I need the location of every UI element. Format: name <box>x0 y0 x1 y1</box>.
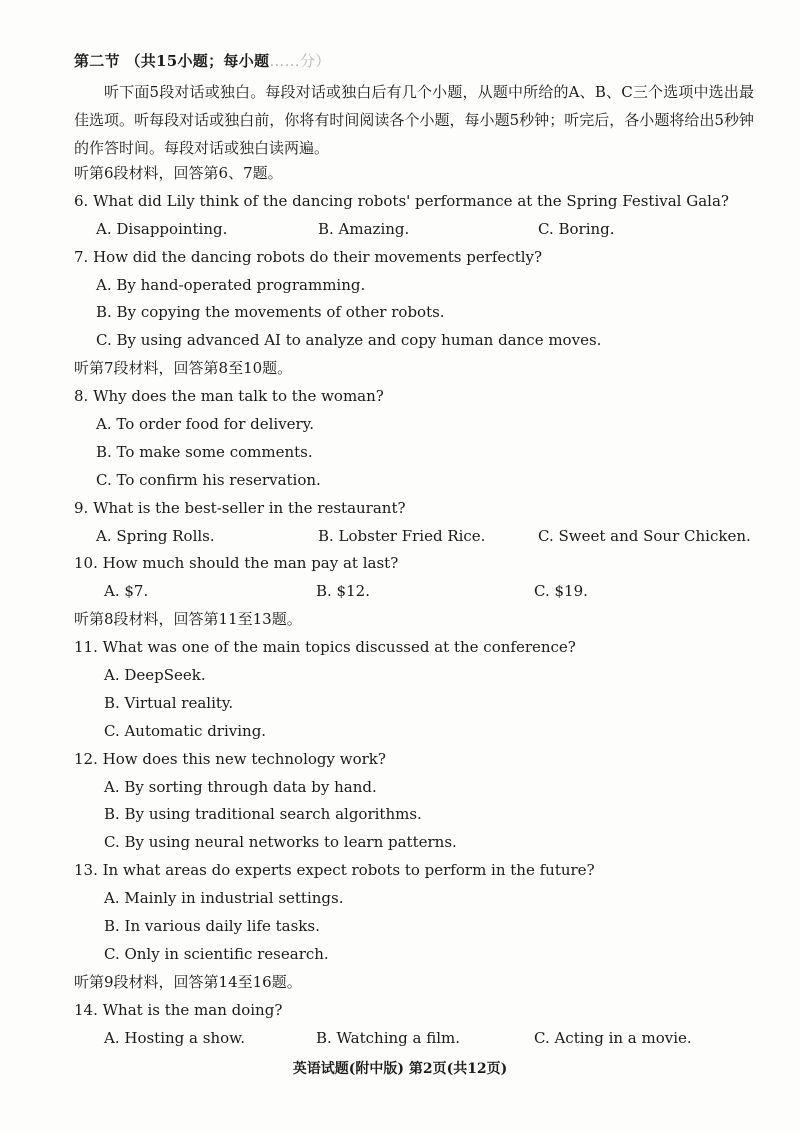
question-7: 7. How did the dancing robots do their movements perfectly? <box>74 247 543 266</box>
question-6: 6. What did Lily think of the dancing robots' performance at the Spring Festival Gala? <box>74 191 729 210</box>
option-b: B. Lobster Fried Rice. <box>318 526 486 545</box>
option-c: C. Sweet and Sour Chicken. <box>538 526 751 545</box>
option-b: B. To make some comments. <box>96 442 313 461</box>
material-heading: 听第6段材料，回答第6、7题。 <box>74 164 283 182</box>
option-c: C. Boring. <box>538 219 615 238</box>
instructions-paragraph: 听下面5段对话或独白。每段对话或独白后有几个小题，从题中所给的A、B、C三个选项中选出最佳选项。听每段对话或独白前，你将有时间阅读各个小题，每小题5秒钟；听完后，各小题将给出5秒钟的作答时间。每段对话或独白读两遍。 <box>74 83 754 157</box>
question-12: 12. How does this new technology work? <box>74 749 386 768</box>
option-c: C. $19. <box>534 582 588 601</box>
section-info: （共15小题；每小题 <box>125 52 270 70</box>
option-b: B. Amazing. <box>318 219 410 238</box>
option-a: A. To order food for delivery. <box>96 415 314 434</box>
option-a: A. By sorting through data by hand. <box>104 777 377 796</box>
page-footer: 英语试题(附中版) 第2页(共12页) <box>292 1061 508 1077</box>
option-b: B. By copying the movements of other robots. <box>96 303 445 322</box>
question-8: 8. Why does the man talk to the woman? <box>74 387 384 406</box>
option-a: A. By hand-operated programming. <box>96 275 366 294</box>
question-14-options <box>74 1025 764 1053</box>
option-a: A. Disappointing. <box>96 219 228 238</box>
option-a: A. Mainly in industrial settings. <box>104 889 344 908</box>
question-list <box>74 160 764 1053</box>
section-heading <box>74 50 331 71</box>
option-b: B. Watching a film. <box>316 1028 461 1047</box>
option-b: B. Virtual reality. <box>104 693 234 712</box>
option-a: A. DeepSeek. <box>104 666 206 685</box>
section-info-faded: ……分） <box>269 52 331 70</box>
section-title: 第二节 <box>74 52 120 70</box>
question-10: 10. How much should the man pay at last? <box>74 554 399 573</box>
question-14: 14. What is the man doing? <box>74 1000 283 1019</box>
section-instructions <box>74 78 754 162</box>
option-c: C. Only in scientific research. <box>104 944 329 963</box>
question-11: 11. What was one of the main topics discussed at the conference? <box>74 638 576 657</box>
option-a: A. Spring Rolls. <box>96 526 215 545</box>
material-heading: 听第8段材料，回答第11至13题。 <box>74 610 302 629</box>
question-10-options <box>74 578 764 606</box>
question-9-options <box>74 523 764 551</box>
option-c: C. To confirm his reservation. <box>96 470 321 489</box>
option-b: B. In various daily life tasks. <box>104 917 320 936</box>
option-a: A. Hosting a show. <box>104 1028 245 1047</box>
option-b: B. $12. <box>316 582 370 601</box>
material-heading: 听第7段材料，回答第8至10题。 <box>74 359 293 378</box>
question-9: 9. What is the best-seller in the restaurant? <box>74 498 406 517</box>
option-c: C. By using neural networks to learn patterns. <box>104 833 457 852</box>
option-a: A. $7. <box>104 582 149 601</box>
material-heading: 听第9段材料，回答第14至16题。 <box>74 972 302 991</box>
option-b: B. By using traditional search algorithms. <box>104 805 422 824</box>
option-c: C. Acting in a movie. <box>534 1028 692 1047</box>
question-6-options <box>74 216 764 244</box>
option-c: C. Automatic driving. <box>104 721 267 740</box>
question-13: 13. In what areas do experts expect robots to perform in the future? <box>74 861 595 880</box>
option-c: C. By using advanced AI to analyze and copy human dance moves. <box>96 331 602 350</box>
